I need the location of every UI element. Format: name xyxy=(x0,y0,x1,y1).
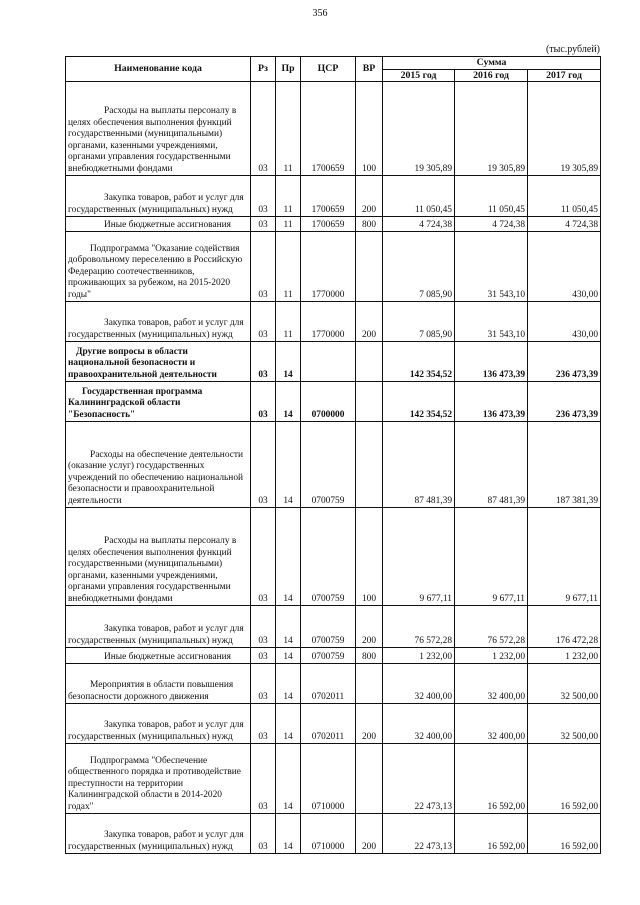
table-row xyxy=(66,648,601,664)
row-name: Расходы на выплаты персоналу в целях обеспечения выполнения функций государственными (муниципальными) органами, казенными учреждениями, органами управления государственными внебюджетными фондами xyxy=(66,508,251,606)
row-vr: 200 xyxy=(356,704,383,744)
header-rz: Рз xyxy=(251,57,276,82)
header-sum: Сумма xyxy=(383,57,601,70)
table-row xyxy=(66,232,601,302)
row-2017: 1 232,00 xyxy=(528,648,601,664)
row-pr: 14 xyxy=(276,422,301,508)
row-rz: 03 xyxy=(251,217,276,232)
row-rz: 03 xyxy=(251,82,276,176)
row-2017: 11 050,45 xyxy=(528,176,601,217)
table-row xyxy=(66,744,601,814)
row-vr xyxy=(356,232,383,302)
row-name: Закупка товаров, работ и услуг для государственных (муниципальных) нужд xyxy=(66,606,251,648)
row-vr xyxy=(356,422,383,508)
table-row xyxy=(66,606,601,648)
row-csr: 1700659 xyxy=(301,176,356,217)
row-2017: 16 592,00 xyxy=(528,814,601,854)
row-pr: 14 xyxy=(276,744,301,814)
row-2015: 11 050,45 xyxy=(383,176,455,217)
row-pr: 14 xyxy=(276,606,301,648)
header-csr: ЦСР xyxy=(301,57,356,82)
row-2015: 4 724,38 xyxy=(383,217,455,232)
row-2015: 19 305,89 xyxy=(383,82,455,176)
row-rz: 03 xyxy=(251,232,276,302)
row-name: Расходы на выплаты персоналу в целях обеспечения выполнения функций государственными (муниципальными) органами, казенными учреждениями, органами управления государственными внебюджетными фондами xyxy=(66,82,251,176)
row-2016: 16 592,00 xyxy=(455,814,528,854)
row-vr xyxy=(356,664,383,704)
row-name: Подпрограмма "Обеспечение общественного порядка и противодействие преступности на территории Калининградской области в 2014-2020 годах" xyxy=(66,744,251,814)
row-name: Иные бюджетные ассигнования xyxy=(66,217,251,232)
row-2015: 7 085,90 xyxy=(383,302,455,342)
row-name: Закупка товаров, работ и услуг для государственных (муниципальных) нужд xyxy=(66,176,251,217)
table-row xyxy=(66,176,601,217)
row-rz: 03 xyxy=(251,342,276,382)
row-csr: 0700759 xyxy=(301,606,356,648)
row-2016: 32 400,00 xyxy=(455,704,528,744)
row-2015: 142 354,52 xyxy=(383,382,455,422)
row-csr: 0700000 xyxy=(301,382,356,422)
row-pr: 11 xyxy=(276,82,301,176)
table-row xyxy=(66,422,601,508)
row-pr: 11 xyxy=(276,232,301,302)
row-name: Мероприятия в области повышения безопасности дорожного движения xyxy=(66,664,251,704)
page-number: 356 xyxy=(312,8,328,19)
table-row xyxy=(66,508,601,606)
header-vr: ВР xyxy=(356,57,383,82)
row-csr: 0700759 xyxy=(301,648,356,664)
table-row xyxy=(66,664,601,704)
row-2017: 32 500,00 xyxy=(528,664,601,704)
row-rz: 03 xyxy=(251,814,276,854)
row-2017: 16 592,00 xyxy=(528,744,601,814)
row-2016: 16 592,00 xyxy=(455,744,528,814)
table-row xyxy=(66,704,601,744)
table-row xyxy=(66,217,601,232)
row-name: Закупка товаров, работ и услуг для государственных (муниципальных) нужд xyxy=(66,814,251,854)
row-vr: 800 xyxy=(356,217,383,232)
row-2016: 31 543,10 xyxy=(455,302,528,342)
row-2016: 4 724,38 xyxy=(455,217,528,232)
table-row xyxy=(66,382,601,422)
row-name: Иные бюджетные ассигнования xyxy=(66,648,251,664)
row-2017: 176 472,28 xyxy=(528,606,601,648)
row-2017: 187 381,39 xyxy=(528,422,601,508)
row-vr xyxy=(356,342,383,382)
row-vr: 200 xyxy=(356,814,383,854)
row-pr: 14 xyxy=(276,382,301,422)
header-pr: Пр xyxy=(276,57,301,82)
header-2017: 2017 год xyxy=(528,69,601,82)
row-2015: 7 085,90 xyxy=(383,232,455,302)
row-pr: 11 xyxy=(276,302,301,342)
row-csr: 0700759 xyxy=(301,422,356,508)
row-rz: 03 xyxy=(251,302,276,342)
row-rz: 03 xyxy=(251,744,276,814)
row-csr: 1770000 xyxy=(301,302,356,342)
row-rz: 03 xyxy=(251,508,276,606)
row-vr: 200 xyxy=(356,302,383,342)
row-rz: 03 xyxy=(251,704,276,744)
row-2016: 136 473,39 xyxy=(455,342,528,382)
row-2016: 1 232,00 xyxy=(455,648,528,664)
row-vr: 200 xyxy=(356,606,383,648)
row-vr: 800 xyxy=(356,648,383,664)
row-csr xyxy=(301,342,356,382)
row-rz: 03 xyxy=(251,664,276,704)
row-2015: 22 473,13 xyxy=(383,814,455,854)
row-2017: 32 500,00 xyxy=(528,704,601,744)
row-name: Закупка товаров, работ и услуг для государственных (муниципальных) нужд xyxy=(66,704,251,744)
row-pr: 14 xyxy=(276,648,301,664)
row-vr: 100 xyxy=(356,82,383,176)
row-2017: 430,00 xyxy=(528,302,601,342)
row-2015: 32 400,00 xyxy=(383,704,455,744)
row-2017: 236 473,39 xyxy=(528,382,601,422)
row-pr: 11 xyxy=(276,217,301,232)
row-2017: 19 305,89 xyxy=(528,82,601,176)
row-2017: 4 724,38 xyxy=(528,217,601,232)
row-2016: 19 305,89 xyxy=(455,82,528,176)
row-name: Закупка товаров, работ и услуг для государственных (муниципальных) нужд xyxy=(66,302,251,342)
row-2016: 9 677,11 xyxy=(455,508,528,606)
table-row xyxy=(66,302,601,342)
row-rz: 03 xyxy=(251,422,276,508)
row-rz: 03 xyxy=(251,606,276,648)
table-row xyxy=(66,82,601,176)
row-vr xyxy=(356,382,383,422)
row-vr: 200 xyxy=(356,176,383,217)
row-pr: 14 xyxy=(276,704,301,744)
row-2016: 11 050,45 xyxy=(455,176,528,217)
row-rz: 03 xyxy=(251,382,276,422)
row-pr: 14 xyxy=(276,342,301,382)
budget-table xyxy=(65,56,601,854)
row-csr: 0702011 xyxy=(301,664,356,704)
row-2016: 32 400,00 xyxy=(455,664,528,704)
row-csr: 1700659 xyxy=(301,82,356,176)
row-pr: 11 xyxy=(276,176,301,217)
row-csr: 1700659 xyxy=(301,217,356,232)
row-2017: 236 473,39 xyxy=(528,342,601,382)
table-row xyxy=(66,342,601,382)
row-csr: 0710000 xyxy=(301,814,356,854)
row-name: Другие вопросы в области национальной безопасности и правоохранительной деятельности xyxy=(66,342,251,382)
row-csr: 0700759 xyxy=(301,508,356,606)
header-name: Наименование кода xyxy=(66,57,251,82)
unit-label: (тыс.рублей) xyxy=(545,44,600,55)
table-row xyxy=(66,814,601,854)
header-2016: 2016 год xyxy=(455,69,528,82)
row-pr: 14 xyxy=(276,664,301,704)
row-2017: 9 677,11 xyxy=(528,508,601,606)
row-rz: 03 xyxy=(251,176,276,217)
row-2015: 32 400,00 xyxy=(383,664,455,704)
row-2015: 9 677,11 xyxy=(383,508,455,606)
row-pr: 14 xyxy=(276,508,301,606)
row-csr: 0702011 xyxy=(301,704,356,744)
row-name: Подпрограмма "Оказание содействия добровольному переселению в Российскую Федерацию соотечественников, проживающих за рубежом, на 2015-2020 годы" xyxy=(66,232,251,302)
row-2016: 76 572,28 xyxy=(455,606,528,648)
row-2016: 136 473,39 xyxy=(455,382,528,422)
row-vr xyxy=(356,744,383,814)
row-pr: 14 xyxy=(276,814,301,854)
row-2015: 76 572,28 xyxy=(383,606,455,648)
row-2015: 1 232,00 xyxy=(383,648,455,664)
row-2015: 142 354,52 xyxy=(383,342,455,382)
row-csr: 1770000 xyxy=(301,232,356,302)
row-2016: 31 543,10 xyxy=(455,232,528,302)
row-name: Расходы на обеспечение деятельности (оказание услуг) государственных учреждений по обеспечению национальной безопасности и правоохранительной деятельности xyxy=(66,422,251,508)
row-2015: 87 481,39 xyxy=(383,422,455,508)
row-rz: 03 xyxy=(251,648,276,664)
row-2017: 430,00 xyxy=(528,232,601,302)
row-2016: 87 481,39 xyxy=(455,422,528,508)
row-name: Государственная программа Калининградской области "Безопасность" xyxy=(66,382,251,422)
row-2015: 22 473,13 xyxy=(383,744,455,814)
header-2015: 2015 год xyxy=(383,69,455,82)
row-csr: 0710000 xyxy=(301,744,356,814)
row-vr: 100 xyxy=(356,508,383,606)
